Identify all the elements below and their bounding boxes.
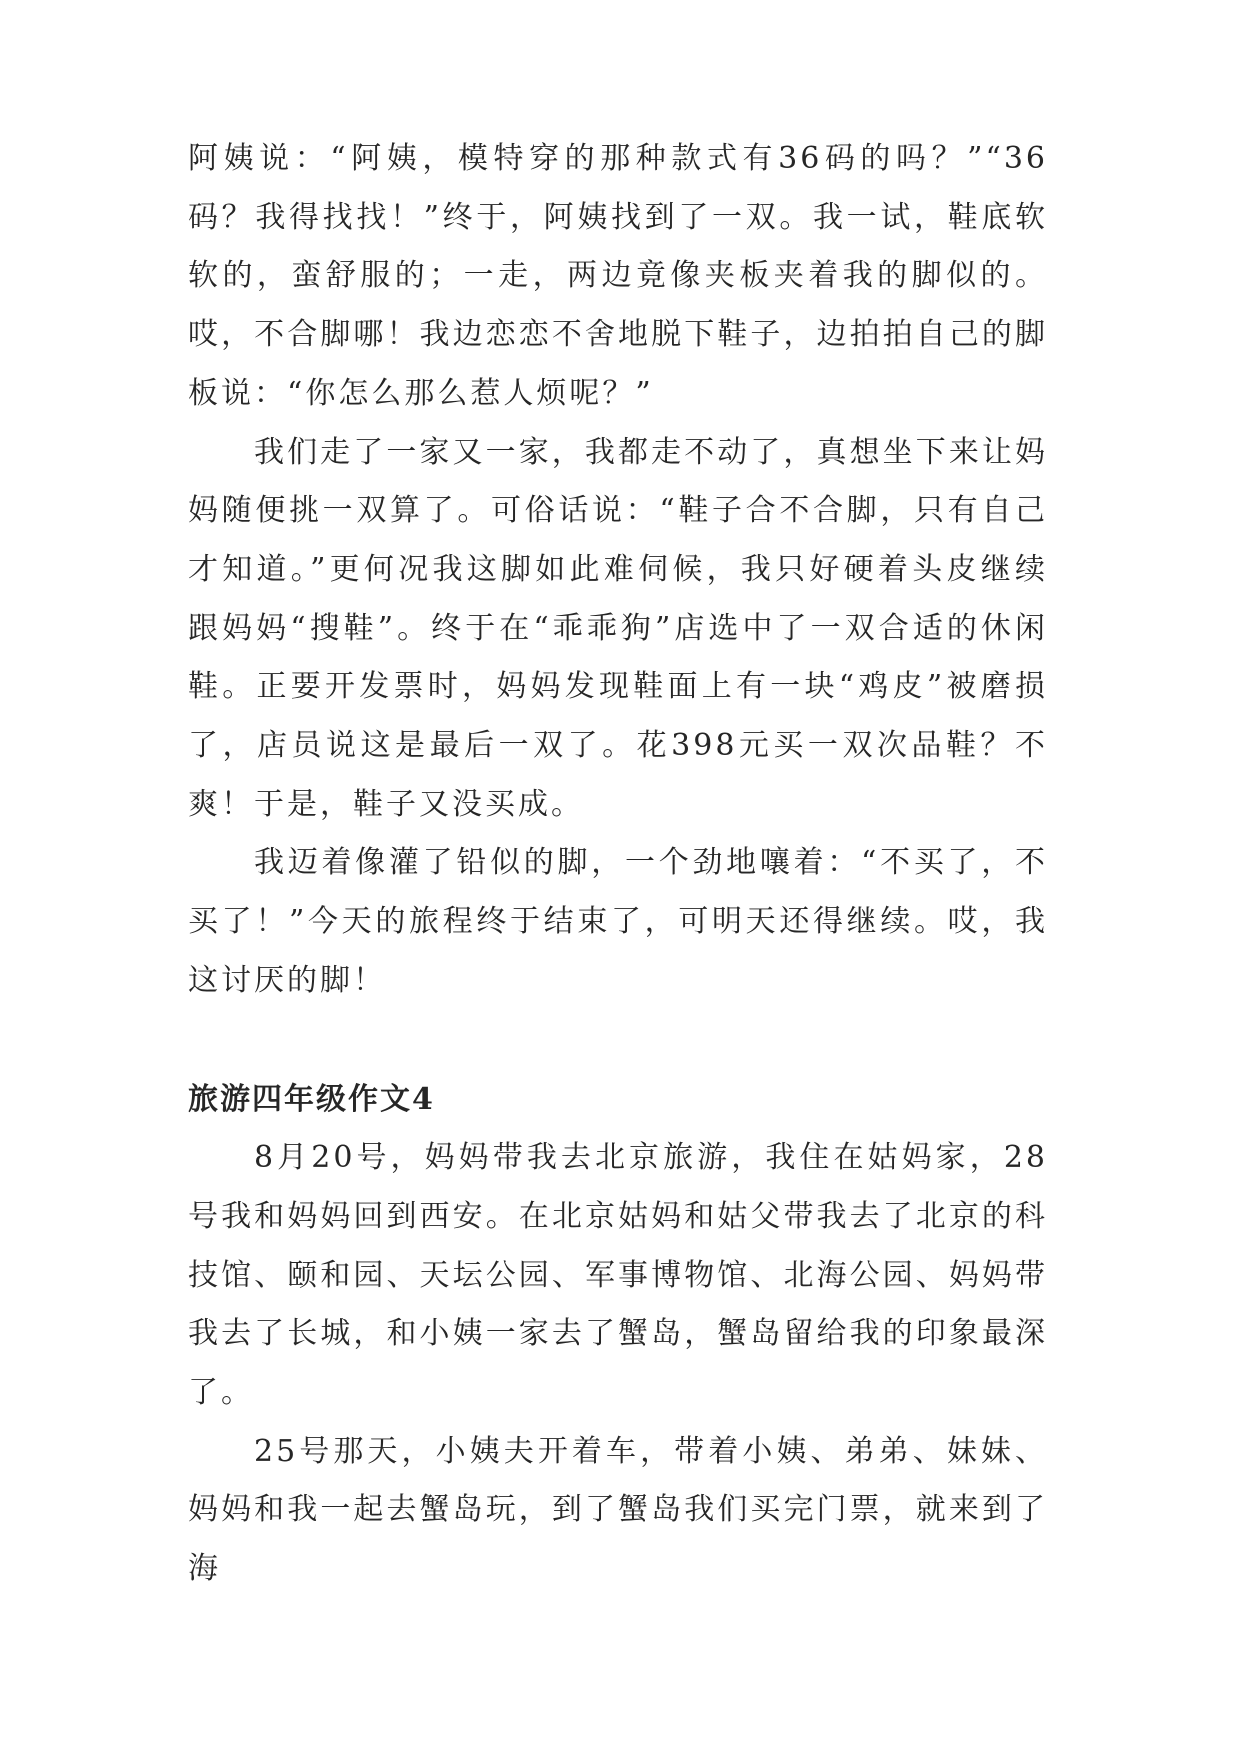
section-title: 旅游四年级作文4 bbox=[188, 1081, 435, 1117]
paragraph-4: 8月20号，妈妈带我去北京旅游，我住在姑妈家，28号我和妈妈回到西安。在北京姑妈和姑父带我去了北京的科技馆、颐和园、天坛公园、军事博物馆、北海公园、妈妈带我去了长城，和小姨一家去了蟹岛，蟹岛留给我的印象最深了。 bbox=[188, 1140, 1048, 1411]
paragraph-1: 阿姨说：“阿姨，模特穿的那种款式有36码的吗？”“36码？我得找找！”终于，阿姨找到了一双。我一试，鞋底软软的，蛮舒服的；一走，两边竟像夹板夹着我的脚似的。哎，不合脚哪！我边恋恋不舍地脱下鞋子，边拍拍自己的脚板说：“你怎么那么惹人烦呢？” bbox=[188, 141, 1048, 411]
paragraph-5: 25号那天，小姨夫开着车，带着小姨、弟弟、妹妹、妈妈和我一起去蟹岛玩，到了蟹岛我们买完门票，就来到了海 bbox=[188, 1433, 1048, 1587]
paragraph-3: 我迈着像灌了铅似的脚，一个劲地嚷着：“不买了，不买了！”今天的旅程终于结束了，可明天还得继续。哎，我这讨厌的脚！ bbox=[188, 845, 1048, 998]
paragraph-2: 我们走了一家又一家，我都走不动了，真想坐下来让妈妈随便挑一双算了。可俗话说：“鞋子合不合脚，只有自己才知道。”更何况我这脚如此难伺候，我只好硬着头皮继续跟妈妈“搜鞋”。终于在“乖乖狗”店选中了一双合适的休闲鞋。正要开发票时，妈妈发现鞋面上有一块“鸡皮”被磨损了，店员说这是最后一双了。花398元买一双次品鞋？不爽！于是，鞋子又没买成。 bbox=[188, 434, 1048, 822]
document-page bbox=[188, 130, 1048, 1599]
section-spacer bbox=[188, 1011, 1048, 1071]
